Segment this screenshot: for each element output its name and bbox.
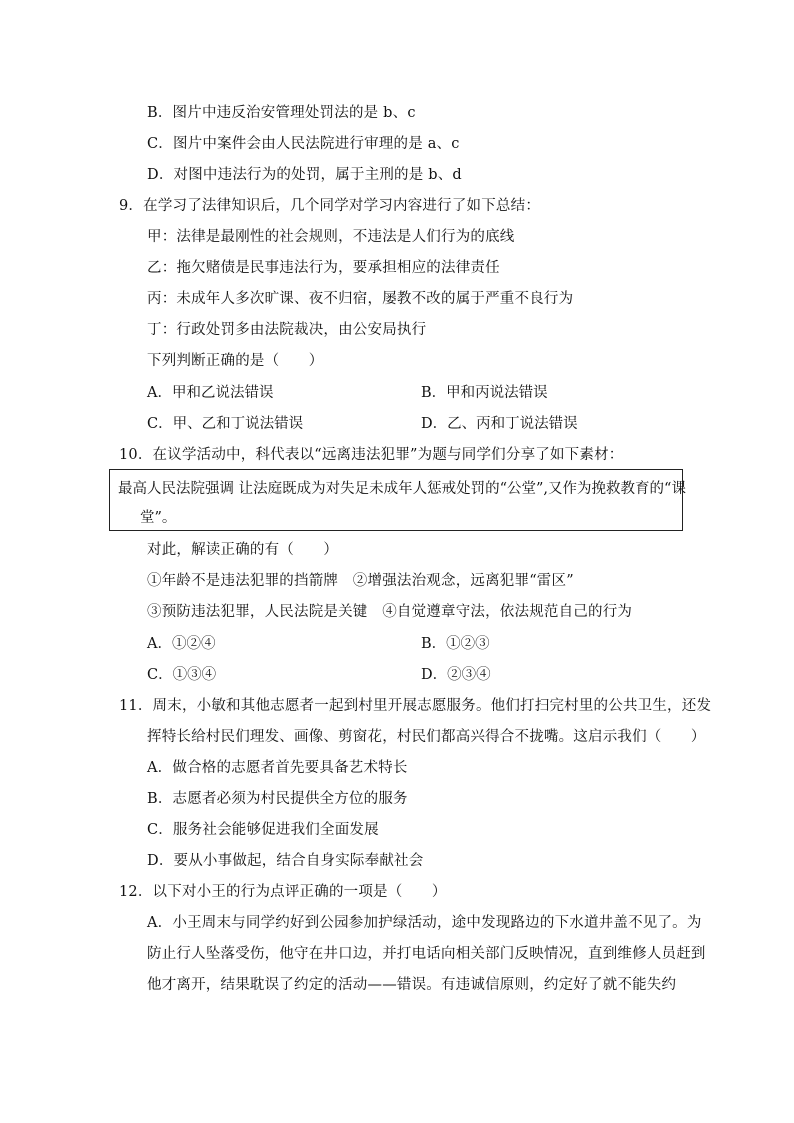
q10-option-c: C．①③④ [147, 667, 217, 683]
q10-prompt: 对此，解读正确的有（ ） [147, 542, 339, 558]
q10-stem: 10．在议学活动中，科代表以“远离违法犯罪”为题与同学们分享了如下素材： [119, 447, 624, 463]
q10-material-line-1: 最高人民法院强调 让法庭既成为对失足未成年人惩戒处罚的“公堂”,又作为挽救教育的“课 [118, 481, 686, 497]
q11-option-c: C．服务社会能够促进我们全面发展 [147, 822, 379, 838]
q11-option-d: D．要从小事做起，结合自身实际奉献社会 [147, 853, 424, 869]
q9-statement-ding: 丁：行政处罚多由法院裁决，由公安局执行 [147, 322, 427, 338]
q9-stem: 9．在学习了法律知识后，几个同学对学习内容进行了如下总结： [119, 198, 541, 214]
q9-statement-yi: 乙：拖欠赌债是民事违法行为，要承担相应的法律责任 [147, 260, 500, 276]
q8-option-b: B．图片中违反治安管理处罚法的是 b、c [147, 105, 416, 121]
q9-statement-bing: 丙：未成年人多次旷课、夜不归宿，屡教不改的属于严重不良行为 [147, 291, 574, 307]
q10-option-a: A．①②④ [147, 636, 216, 652]
q10-option-b: B．①②③ [421, 636, 490, 652]
q9-option-c: C．甲、乙和丁说法错误 [147, 416, 304, 432]
q9-prompt: 下列判断正确的是（ ） [147, 353, 324, 369]
q11-stem-line-2: 挥特长给村民们理发、画像、剪窗花，村民们都高兴得合不拢嘴。这启示我们（ ） [147, 729, 706, 745]
q11-stem-line-1: 11．周末，小敏和其他志愿者一起到村里开展志愿服务。他们打扫完村里的公共卫生，还发 [119, 698, 712, 714]
q8-option-c: C．图片中案件会由人民法院进行审理的是 a、c [147, 136, 460, 152]
q12-stem: 12．以下对小王的行为点评正确的一项是（ ） [119, 884, 447, 900]
q12-option-a-line-1: A．小王周末与同学约好到公园参加护绿活动，途中发现路边的下水道井盖不见了。为 [147, 915, 702, 931]
q10-material-box [109, 469, 686, 531]
q11-option-a: A．做合格的志愿者首先要具备艺术特长 [147, 760, 408, 776]
q10-choices-line-1: ①年龄不是违法犯罪的挡箭牌 ②增强法治观念，远离犯罪“雷区” [147, 573, 574, 589]
q8-option-d: D．对图中违法行为的处罚，属于主刑的是 b、d [147, 167, 462, 183]
q9-option-d: D．乙、丙和丁说法错误 [421, 416, 578, 432]
q12-option-a-line-3: 他才离开，结果耽误了约定的活动——错误。有违诚信原则，约定好了就不能失约 [147, 977, 677, 993]
q9-option-b: B．甲和丙说法错误 [421, 385, 548, 401]
q10-material-line-2: 堂”。 [140, 510, 177, 526]
q10-option-d: D．②③④ [421, 667, 491, 683]
q11-option-b: B．志愿者必须为村民提供全方位的服务 [147, 791, 408, 807]
q12-option-a-line-2: 防止行人坠落受伤，他守在井口边，并打电话向相关部门反映情况，直到维修人员赶到 [147, 946, 706, 962]
q9-option-a: A．甲和乙说法错误 [147, 385, 274, 401]
q10-choices-line-2: ③预防违法犯罪，人民法院是关键 ④自觉遵章守法，依法规范自己的行为 [147, 604, 633, 620]
q9-statement-jia: 甲：法律是最刚性的社会规则，不违法是人们行为的底线 [147, 229, 515, 245]
